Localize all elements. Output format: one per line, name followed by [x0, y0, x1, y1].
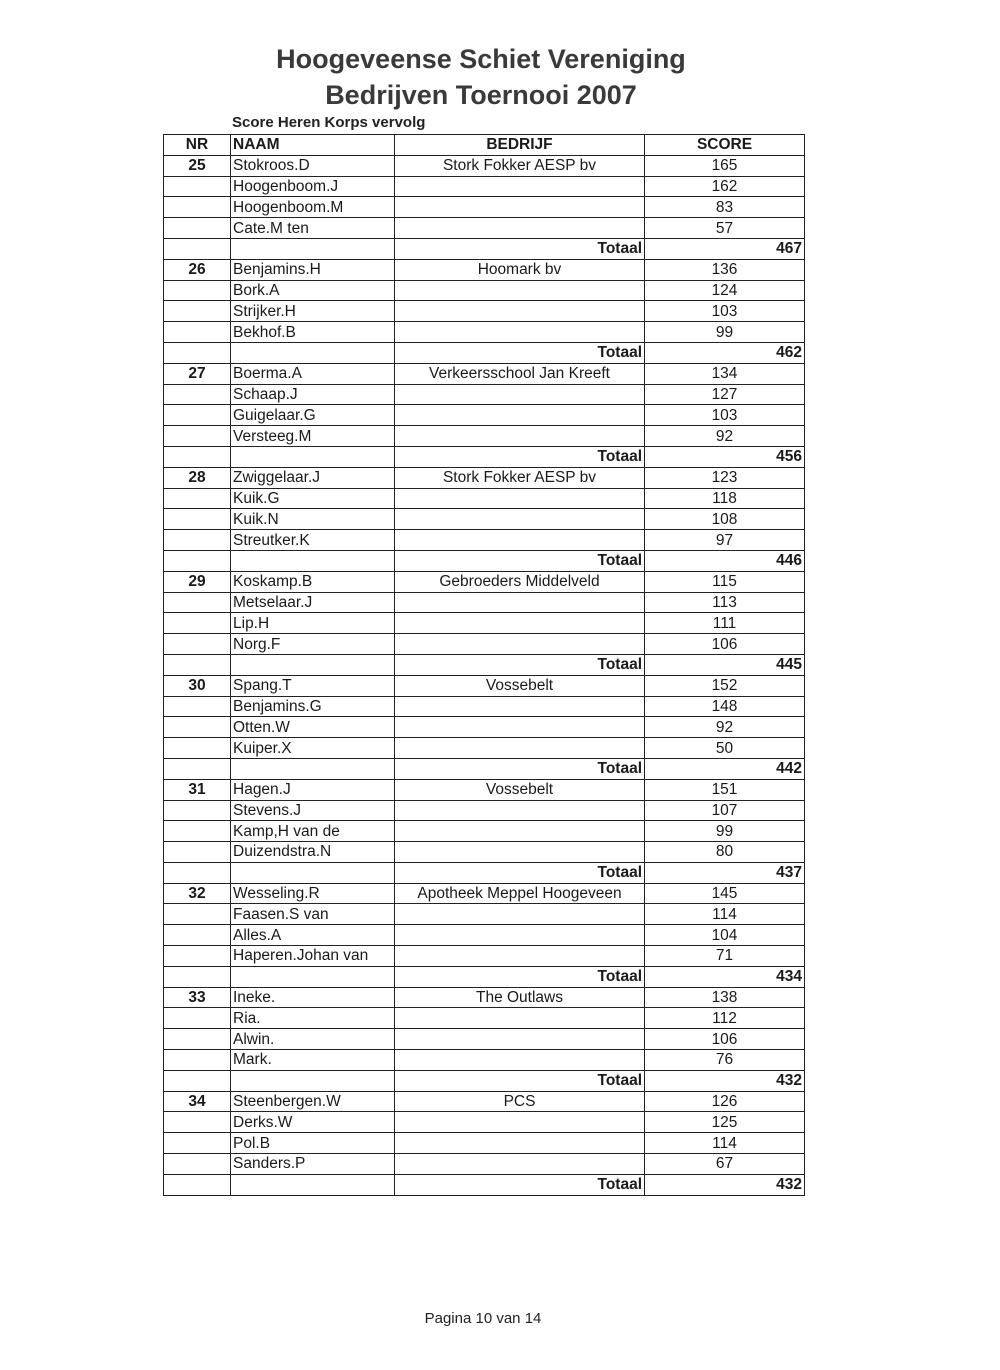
total-label: Totaal	[395, 758, 645, 779]
team-total: 432	[645, 1174, 805, 1195]
total-row	[164, 654, 805, 675]
team-total: 432	[645, 1070, 805, 1091]
empty-cell	[164, 342, 231, 363]
member-name: Haperen.Johan van	[231, 946, 395, 967]
member-name: Strijker.H	[231, 301, 395, 322]
table-row	[164, 259, 805, 280]
team-number	[164, 925, 231, 946]
team-number	[164, 280, 231, 301]
member-name: Metselaar.J	[231, 592, 395, 613]
team-number	[164, 301, 231, 322]
team-number	[164, 176, 231, 197]
member-name: Faasen.S van	[231, 904, 395, 925]
member-score: 162	[645, 176, 805, 197]
member-name: Spang.T	[231, 675, 395, 696]
company-name	[395, 1029, 645, 1050]
table-row	[164, 571, 805, 592]
member-name: Cate.M ten	[231, 218, 395, 239]
total-label: Totaal	[395, 446, 645, 467]
company-name	[395, 530, 645, 551]
member-name: Zwiggelaar.J	[231, 467, 395, 488]
company-name	[395, 488, 645, 509]
team-number	[164, 1008, 231, 1029]
table-row	[164, 592, 805, 613]
company-name	[395, 280, 645, 301]
company-name	[395, 218, 645, 239]
team-number	[164, 904, 231, 925]
team-number	[164, 197, 231, 218]
empty-cell	[231, 550, 395, 571]
member-score: 114	[645, 1133, 805, 1154]
company-name	[395, 821, 645, 842]
company-name	[395, 426, 645, 447]
section-heading: Score Heren Korps vervolg	[232, 114, 426, 131]
member-name: Kuiper.X	[231, 738, 395, 759]
column-header-naam: NAAM	[231, 135, 395, 156]
member-name: Ria.	[231, 1008, 395, 1029]
empty-cell	[231, 966, 395, 987]
team-number: 32	[164, 883, 231, 904]
empty-cell	[164, 446, 231, 467]
table-row	[164, 322, 805, 343]
company-name	[395, 1050, 645, 1071]
member-score: 123	[645, 467, 805, 488]
total-label: Totaal	[395, 862, 645, 883]
member-score: 112	[645, 1008, 805, 1029]
member-name: Bekhof.B	[231, 322, 395, 343]
team-number	[164, 717, 231, 738]
total-label: Totaal	[395, 238, 645, 259]
team-number	[164, 800, 231, 821]
member-score: 107	[645, 800, 805, 821]
total-row	[164, 1070, 805, 1091]
member-name: Hoogenboom.M	[231, 197, 395, 218]
empty-cell	[231, 1070, 395, 1091]
company-name	[395, 1008, 645, 1029]
table-row	[164, 1112, 805, 1133]
company-name	[395, 405, 645, 426]
team-number	[164, 1154, 231, 1175]
member-score: 138	[645, 987, 805, 1008]
team-number: 25	[164, 155, 231, 176]
member-score: 67	[645, 1154, 805, 1175]
member-name: Schaap.J	[231, 384, 395, 405]
company-name	[395, 197, 645, 218]
team-total: 434	[645, 966, 805, 987]
member-score: 80	[645, 842, 805, 863]
empty-cell	[164, 238, 231, 259]
member-score: 145	[645, 883, 805, 904]
team-total: 462	[645, 342, 805, 363]
team-total: 442	[645, 758, 805, 779]
member-name: Steenbergen.W	[231, 1091, 395, 1112]
table-body	[164, 155, 805, 1195]
member-score: 92	[645, 426, 805, 447]
table-row	[164, 218, 805, 239]
table-row	[164, 738, 805, 759]
company-name	[395, 1133, 645, 1154]
company-name	[395, 509, 645, 530]
member-score: 83	[645, 197, 805, 218]
member-score: 106	[645, 634, 805, 655]
team-number	[164, 488, 231, 509]
member-name: Streutker.K	[231, 530, 395, 551]
empty-cell	[231, 654, 395, 675]
member-score: 151	[645, 779, 805, 800]
member-score: 165	[645, 155, 805, 176]
company-name	[395, 842, 645, 863]
total-row	[164, 446, 805, 467]
table-row	[164, 405, 805, 426]
company-name	[395, 1154, 645, 1175]
table-row	[164, 634, 805, 655]
empty-cell	[231, 758, 395, 779]
table-row	[164, 821, 805, 842]
company-name: PCS	[395, 1091, 645, 1112]
table-row	[164, 1050, 805, 1071]
empty-cell	[164, 654, 231, 675]
team-number	[164, 218, 231, 239]
team-number	[164, 1050, 231, 1071]
table-row	[164, 197, 805, 218]
team-number: 28	[164, 467, 231, 488]
company-name: Vossebelt	[395, 675, 645, 696]
team-number	[164, 592, 231, 613]
member-name: Benjamins.H	[231, 259, 395, 280]
team-number: 29	[164, 571, 231, 592]
company-name	[395, 634, 645, 655]
member-score: 115	[645, 571, 805, 592]
total-label: Totaal	[395, 654, 645, 675]
table-row	[164, 1154, 805, 1175]
document-subtitle: Bedrijven Toernooi 2007	[325, 80, 637, 110]
empty-cell	[231, 238, 395, 259]
member-name: Duizendstra.N	[231, 842, 395, 863]
table-row	[164, 779, 805, 800]
member-score: 127	[645, 384, 805, 405]
member-name: Boerma.A	[231, 363, 395, 384]
team-number	[164, 509, 231, 530]
member-name: Alwin.	[231, 1029, 395, 1050]
member-name: Pol.B	[231, 1133, 395, 1154]
team-number	[164, 426, 231, 447]
member-score: 124	[645, 280, 805, 301]
member-score: 99	[645, 821, 805, 842]
total-row	[164, 862, 805, 883]
member-score: 103	[645, 301, 805, 322]
table-row	[164, 800, 805, 821]
member-score: 108	[645, 509, 805, 530]
table-row	[164, 1091, 805, 1112]
member-name: Otten.W	[231, 717, 395, 738]
table-row	[164, 696, 805, 717]
member-name: Alles.A	[231, 925, 395, 946]
team-number	[164, 946, 231, 967]
team-number	[164, 1112, 231, 1133]
table-row	[164, 488, 805, 509]
member-name: Wesseling.R	[231, 883, 395, 904]
company-name: Verkeersschool Jan Kreeft	[395, 363, 645, 384]
member-name: Versteeg.M	[231, 426, 395, 447]
company-name	[395, 176, 645, 197]
empty-cell	[231, 342, 395, 363]
total-row	[164, 342, 805, 363]
team-number: 30	[164, 675, 231, 696]
company-name	[395, 613, 645, 634]
table-row	[164, 280, 805, 301]
member-name: Bork.A	[231, 280, 395, 301]
total-label: Totaal	[395, 1174, 645, 1195]
team-number: 27	[164, 363, 231, 384]
member-score: 114	[645, 904, 805, 925]
team-number	[164, 384, 231, 405]
team-total: 437	[645, 862, 805, 883]
table-row	[164, 883, 805, 904]
empty-cell	[164, 1174, 231, 1195]
member-score: 57	[645, 218, 805, 239]
table-row	[164, 946, 805, 967]
empty-cell	[164, 550, 231, 571]
member-name: Lip.H	[231, 613, 395, 634]
table-row	[164, 301, 805, 322]
empty-cell	[164, 758, 231, 779]
table-row	[164, 925, 805, 946]
table-row	[164, 1133, 805, 1154]
column-header-nr: NR	[164, 135, 231, 156]
table-row	[164, 904, 805, 925]
member-score: 126	[645, 1091, 805, 1112]
member-name: Benjamins.G	[231, 696, 395, 717]
total-label: Totaal	[395, 966, 645, 987]
company-name	[395, 904, 645, 925]
company-name	[395, 800, 645, 821]
table-row	[164, 155, 805, 176]
member-score: 92	[645, 717, 805, 738]
table-row	[164, 987, 805, 1008]
empty-cell	[231, 1174, 395, 1195]
member-score: 118	[645, 488, 805, 509]
team-number	[164, 842, 231, 863]
company-name	[395, 925, 645, 946]
table-row	[164, 613, 805, 634]
company-name: Hoomark bv	[395, 259, 645, 280]
team-number: 33	[164, 987, 231, 1008]
team-number	[164, 738, 231, 759]
table-row	[164, 1029, 805, 1050]
table-row	[164, 842, 805, 863]
table-row	[164, 363, 805, 384]
company-name: Stork Fokker AESP bv	[395, 467, 645, 488]
total-row	[164, 550, 805, 571]
member-score: 97	[645, 530, 805, 551]
member-score: 103	[645, 405, 805, 426]
empty-cell	[164, 966, 231, 987]
company-name: Gebroeders Middelveld	[395, 571, 645, 592]
company-name: Apotheek Meppel Hoogeveen	[395, 883, 645, 904]
company-name: The Outlaws	[395, 987, 645, 1008]
member-score: 104	[645, 925, 805, 946]
total-label: Totaal	[395, 550, 645, 571]
total-row	[164, 966, 805, 987]
table-row	[164, 426, 805, 447]
table-row	[164, 1008, 805, 1029]
team-number	[164, 613, 231, 634]
team-number	[164, 696, 231, 717]
company-name	[395, 322, 645, 343]
company-name: Stork Fokker AESP bv	[395, 155, 645, 176]
table-row	[164, 675, 805, 696]
team-number	[164, 821, 231, 842]
team-total: 467	[645, 238, 805, 259]
member-name: Norg.F	[231, 634, 395, 655]
member-name: Mark.	[231, 1050, 395, 1071]
company-name	[395, 1112, 645, 1133]
column-header-score: SCORE	[645, 135, 805, 156]
company-name: Vossebelt	[395, 779, 645, 800]
team-total: 445	[645, 654, 805, 675]
company-name	[395, 946, 645, 967]
table-row	[164, 509, 805, 530]
team-number: 31	[164, 779, 231, 800]
total-row	[164, 1174, 805, 1195]
team-number	[164, 1133, 231, 1154]
member-name: Kuik.G	[231, 488, 395, 509]
member-score: 148	[645, 696, 805, 717]
member-name: Kuik.N	[231, 509, 395, 530]
empty-cell	[231, 446, 395, 467]
member-score: 113	[645, 592, 805, 613]
member-score: 106	[645, 1029, 805, 1050]
member-name: Kamp,H van de	[231, 821, 395, 842]
member-score: 134	[645, 363, 805, 384]
company-name	[395, 717, 645, 738]
total-label: Totaal	[395, 342, 645, 363]
member-score: 125	[645, 1112, 805, 1133]
member-score: 152	[645, 675, 805, 696]
table-row	[164, 384, 805, 405]
empty-cell	[231, 862, 395, 883]
table-row	[164, 530, 805, 551]
total-label: Totaal	[395, 1070, 645, 1091]
team-number	[164, 634, 231, 655]
table-header-row	[164, 135, 805, 156]
total-row	[164, 238, 805, 259]
company-name	[395, 696, 645, 717]
member-score: 136	[645, 259, 805, 280]
column-header-bedrijf: BEDRIJF	[395, 135, 645, 156]
score-table	[163, 134, 805, 1196]
table-row	[164, 467, 805, 488]
member-name: Ineke.	[231, 987, 395, 1008]
member-name: Derks.W	[231, 1112, 395, 1133]
member-name: Guigelaar.G	[231, 405, 395, 426]
member-score: 50	[645, 738, 805, 759]
page-number: Pagina 10 van 14	[424, 1310, 542, 1327]
member-score: 111	[645, 613, 805, 634]
member-name: Sanders.P	[231, 1154, 395, 1175]
team-total: 446	[645, 550, 805, 571]
team-number: 34	[164, 1091, 231, 1112]
member-name: Stevens.J	[231, 800, 395, 821]
member-score: 76	[645, 1050, 805, 1071]
company-name	[395, 738, 645, 759]
table-row	[164, 717, 805, 738]
member-name: Stokroos.D	[231, 155, 395, 176]
table-row	[164, 176, 805, 197]
member-score: 99	[645, 322, 805, 343]
team-number	[164, 530, 231, 551]
team-number	[164, 1029, 231, 1050]
empty-cell	[164, 1070, 231, 1091]
member-name: Koskamp.B	[231, 571, 395, 592]
total-row	[164, 758, 805, 779]
team-number	[164, 405, 231, 426]
member-name: Hoogenboom.J	[231, 176, 395, 197]
empty-cell	[164, 862, 231, 883]
member-score: 71	[645, 946, 805, 967]
team-total: 456	[645, 446, 805, 467]
document-title: Hoogeveense Schiet Vereniging	[276, 44, 686, 74]
company-name	[395, 384, 645, 405]
company-name	[395, 592, 645, 613]
team-number	[164, 322, 231, 343]
team-number: 26	[164, 259, 231, 280]
company-name	[395, 301, 645, 322]
member-name: Hagen.J	[231, 779, 395, 800]
